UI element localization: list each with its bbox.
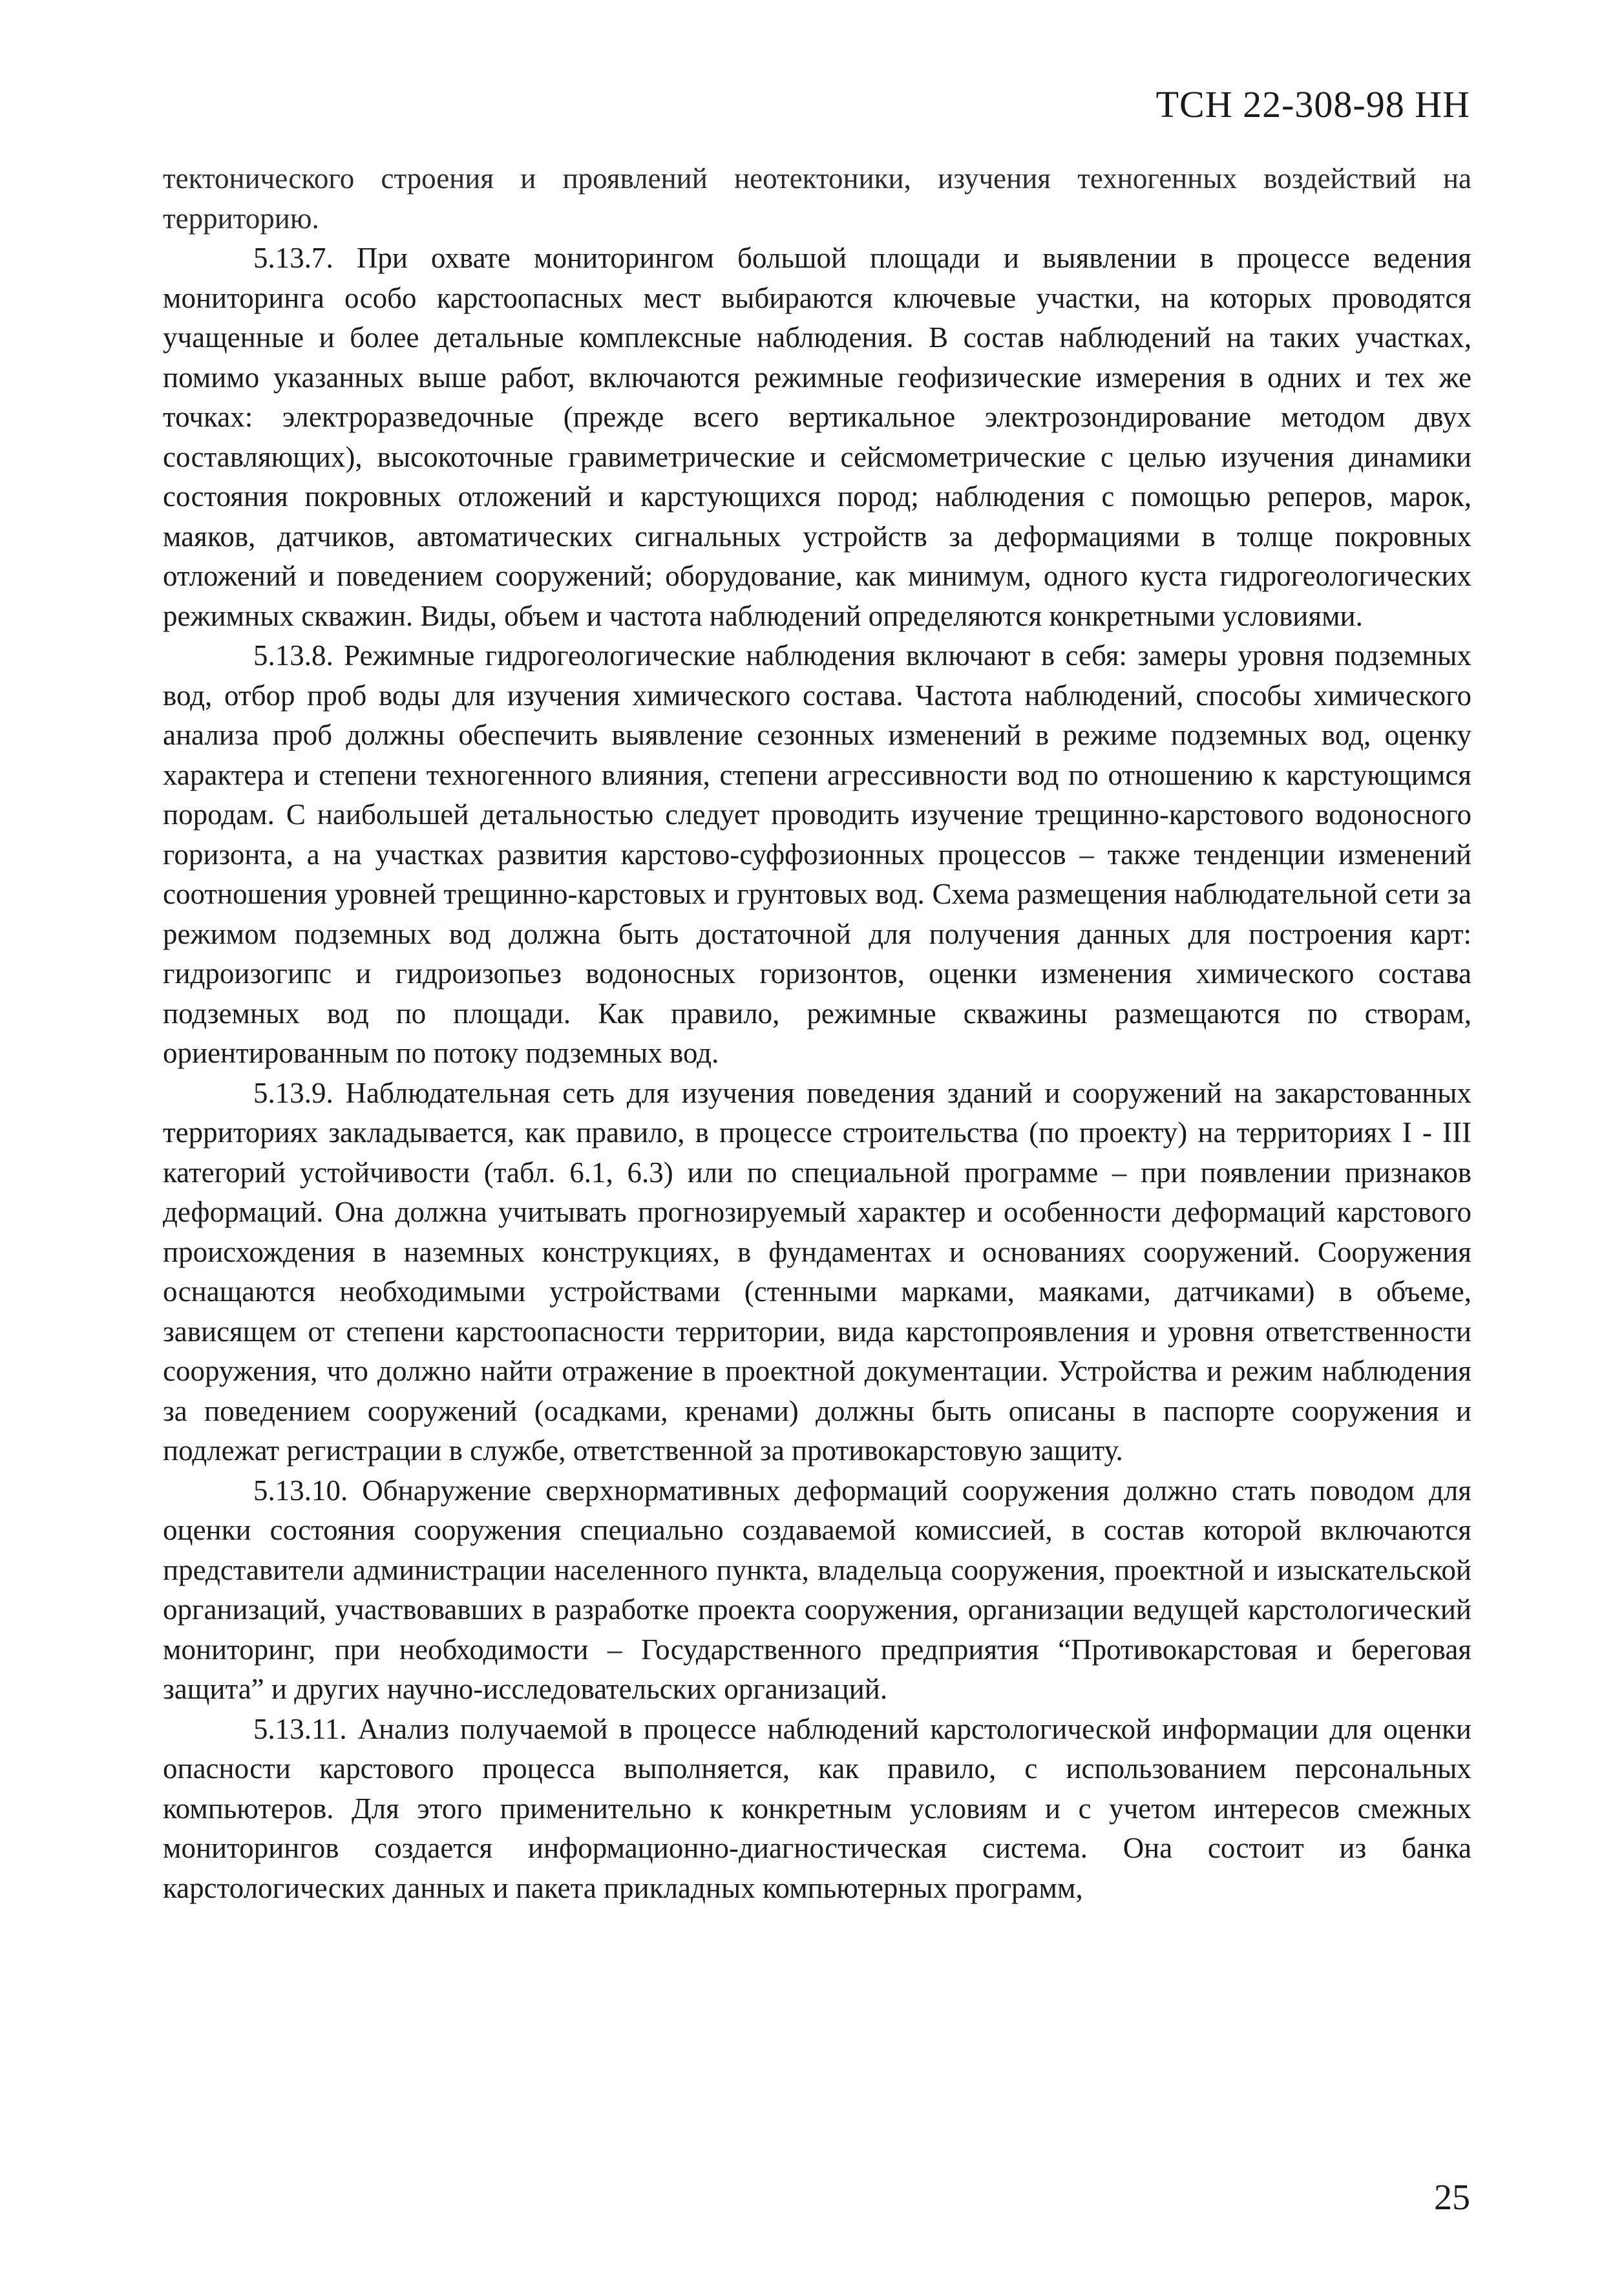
document-code-header: ТСН 22-308-98 НН <box>1155 83 1470 125</box>
document-body <box>163 159 1471 1908</box>
paragraph-continuation: тектонического строения и проявлений неотектоники, изучения техногенных воздействий на территорию. <box>163 162 1471 235</box>
paragraph-5-13-8: 5.13.8. Режимные гидрогеологические наблюдения включают в себя: замеры уровня подземных вод, отбор проб воды для изучения химического состава. Частота наблюдений, способы химического анализа проб должны обеспечить выявление сезонных изменений в режиме подземных вод, оценку характера и степени техногенного влияния, степени агрессивности вод по отношению к карстующимся породам. С наибольшей детальностью следует проводить изучение трещинно-карстового водоносного горизонта, а на участках развития карстово-суффозионных процессов – также тенденции изменений соотношения уровней трещинно-карстовых и грунтовых вод. Схема размещения наблюдательной сети за режимом подземных вод должна быть достаточной для получения данных для построения карт: гидроизогипс и гидроизопьез водоносных горизонтов, оценки изменения химического состава подземных вод по площади. Как правило, режимные скважины размещаются по створам, ориентированным по потоку подземных вод. <box>163 639 1471 1069</box>
paragraph-5-13-10: 5.13.10. Обнаружение сверхнормативных деформаций сооружения должно стать поводом для оценки состояния сооружения специально создаваемой комиссией, в состав которой включаются представители администрации населенного пункта, владельца сооружения, проектной и изыскательской организаций, участвовавших в разработке проекта сооружения, организации ведущей карстологический мониторинг, при необходимости – Государственного предприятия “Противокарстовая и береговая защита” и других научно-исследовательских организаций. <box>163 1474 1471 1705</box>
page-number: 25 <box>1434 2178 1470 2218</box>
paragraph-5-13-9: 5.13.9. Наблюдательная сеть для изучения поведения зданий и сооружений на закарстованных территориях закладывается, как правило, в процессе строительства (по проекту) на территориях I - III категорий устойчивости (табл. 6.1, 6.3) или по специальной программе – при появлении признаков деформаций. Она должна учитывать прогнозируемый характер и особенности деформаций карстового происхождения в наземных конструкциях, в фундаментах и основаниях сооружений. Сооружения оснащаются необходимыми устройствами (стенными марками, маяками, датчиками) в объеме, зависящем от степени карстоопасности территории, вида карстопроявления и уровня ответственности сооружения, что должно найти отражение в проектной документации. Устройства и режим наблюдения за поведением сооружений (осадками, кренами) должны быть описаны в паспорте сооружения и подлежат регистрации в службе, ответственной за противокарстовую защиту. <box>163 1076 1471 1467</box>
paragraph-5-13-11: 5.13.11. Анализ получаемой в процессе наблюдений карстологической информации для оценки опасности карстового процесса выполняется, как правило, с использованием персональных компьютеров. Для этого применительно к конкретным условиям и с учетом интересов смежных мониторингов создается информационно-диагностическая система. Она состоит из банка карстологических данных и пакета прикладных компьютерных программ, <box>163 1712 1471 1904</box>
paragraph-5-13-7: 5.13.7. При охвате мониторингом большой площади и выявлении в процессе ведения мониторинга особо карстоопасных мест выбираются ключевые участки, на которых проводятся учащенные и более детальные комплексные наблюдения. В состав наблюдений на таких участках, помимо указанных выше работ, включаются режимные геофизические измерения в одних и тех же точках: электроразведочные (прежде всего вертикальное электрозондирование методом двух составляющих), высокоточные гравиметрические и сейсмометрические с целью изучения динамики состояния покровных отложений и карстующихся пород; наблюдения с помощью реперов, марок, маяков, датчиков, автоматических сигнальных устройств за деформациями в толще покровных отложений и поведением сооружений; оборудование, как минимум, одного куста гидрогеологических режимных скважин. Виды, объем и частота наблюдений определяются конкретными условиями. <box>163 242 1471 632</box>
